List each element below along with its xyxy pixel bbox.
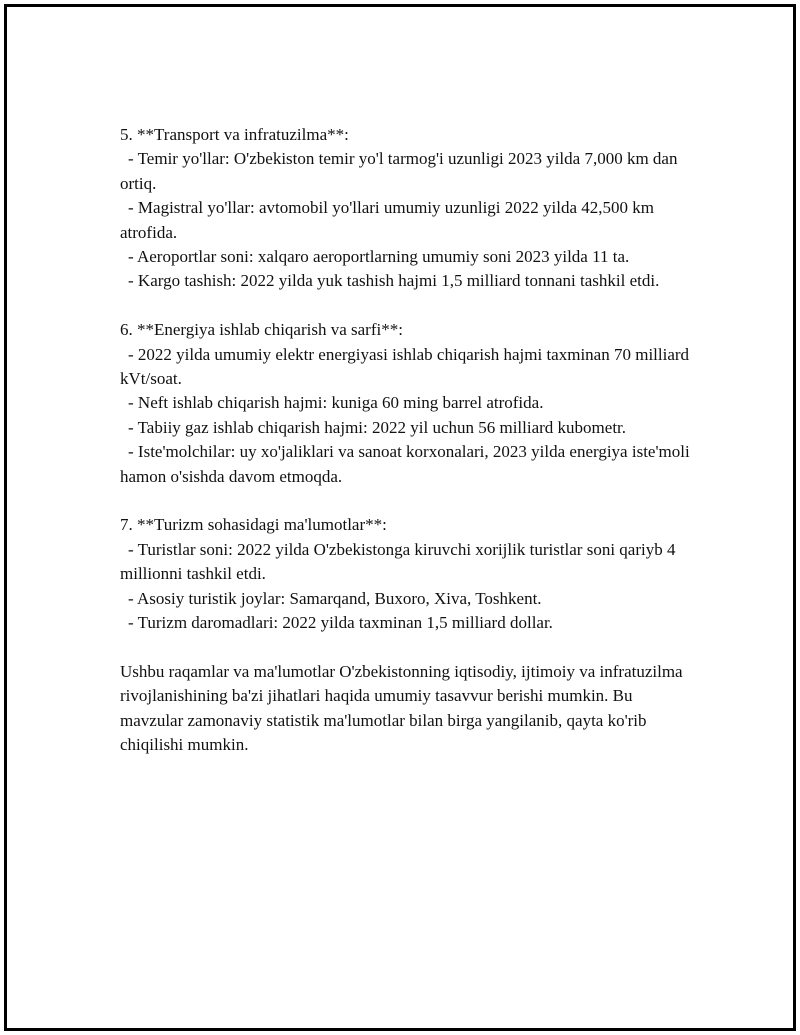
- list-item: - Turistlar soni: 2022 yilda O'zbekistonga kiruvchi xorijlik turistlar soni qariyb 4 millionni tashkil etdi.: [120, 539, 680, 584]
- list-item: - Neft ishlab chiqarish hajmi: kuniga 60 ming barrel atrofida.: [128, 393, 544, 413]
- section-heading: 5. **Transport va infratuzilma**:: [120, 125, 349, 144]
- list-item: - Tabiiy gaz ishlab chiqarish hajmi: 2022 yil uchun 56 milliard kubometr.: [128, 417, 627, 437]
- list-item: - Turizm daromadlari: 2022 yilda taxminan 1,5 milliard dollar.: [128, 613, 553, 633]
- list-item: - Kargo tashish: 2022 yilda yuk tashish hajmi 1,5 milliard tonnani tashkil etdi.: [128, 271, 660, 291]
- section-heading: 7. **Turizm sohasidagi ma'lumotlar**:: [120, 515, 387, 535]
- conclusion-paragraph: Ushbu raqamlar va ma'lumotlar O'zbekistonning iqtisodiy, ijtimoiy va infratuzilma rivojlanishining ba'zi jihatlari haqida umumiy tasavvur berishi mumkin. Bu mavzular zamonaviy statistik ma'lumotlar bilan birga yangilanib, qayta ko'rib chiqilishi mumkin.: [120, 661, 687, 755]
- document-body: [120, 123, 695, 758]
- page-frame: [4, 4, 796, 1031]
- list-item: - Asosiy turistik joylar: Samarqand, Buxoro, Xiva, Toshkent.: [128, 588, 542, 608]
- list-item: - Temir yo'llar: O'zbekiston temir yo'l tarmog'i uzunligi 2023 yilda 7,000 km dan ortiq.: [120, 149, 682, 193]
- section-energy: [120, 318, 695, 489]
- section-tourism: [120, 513, 695, 635]
- list-item: - 2022 yilda umumiy elektr energiyasi ishlab chiqarish hajmi taxminan 70 milliard kVt/soat.: [120, 344, 694, 389]
- list-item: - Iste'molchilar: uy xo'jaliklari va sanoat korxonalari, 2023 yilda energiya iste'moli hamon o'sishda davom etmoqda.: [120, 442, 694, 486]
- section-transport: [120, 123, 695, 294]
- list-item: - Aeroportlar soni: xalqaro aeroportlarning umumiy soni 2023 yilda 11 ta.: [128, 247, 630, 267]
- paragraph-spacer: [120, 636, 695, 660]
- section-heading: 6. **Energiya ishlab chiqarish va sarfi**:: [120, 320, 403, 340]
- list-item: - Magistral yo'llar: avtomobil yo'llari umumiy uzunligi 2022 yilda 42,500 km atrofida.: [120, 198, 659, 242]
- paragraph-spacer: [120, 294, 695, 318]
- paragraph-spacer: [120, 489, 695, 513]
